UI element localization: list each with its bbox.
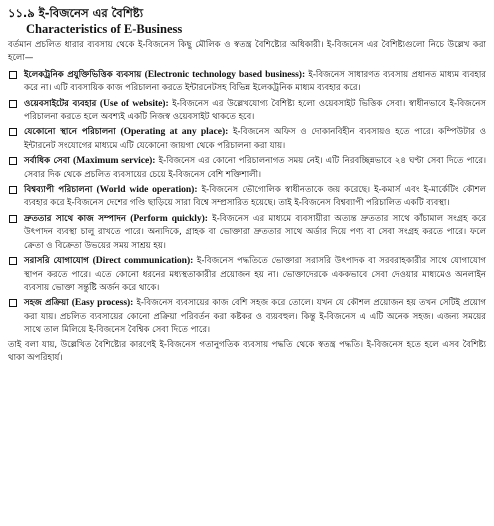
item-title: সরাসরি যোগাযোগ bbox=[24, 256, 89, 267]
item-text: ই-বিজনেস ভৌগোলিক স্বাধীনতাকে জয় করেছে। ই-কমার্স এবং ই-মার্কেটিং কৌশল ব্যবহার করে ই-বিজনেস দেশের গণ্ডি ছাড়িয়ে সারা বিশ্বে সম্প্রসারিত হয়েছে। তাই ই-বিজনেস বিশ্বব্যাপী পরিচালিত একটি ব্যবস্থা। bbox=[24, 185, 487, 209]
item-english-title: (Perform quickly): bbox=[130, 212, 208, 224]
square-bullet-icon bbox=[9, 157, 17, 165]
item-text: ই-বিজনেস পদ্ধতিতে ভোক্তারা সরাসরি উৎপাদক বা সরবরাহকারীর সাথে যোগাযোগ স্থাপন করতে পারে। এতে কোনো ধরনের মধ্যস্থতাকারীর প্রয়োজন হয় না। ভোক্তাদেরকে এককভাবে সেবা দেওয়ার মাধ্যমেও অনলাইন ব্যবসায় ভোক্তা সন্তুষ্টি অর্জন করে থাকে। bbox=[24, 256, 486, 293]
item-text: ই-বিজনেস সাধারণত ব্যবসায় প্রধানত মাধ্যম ব্যবহার করে না। এটি ব্যবসায়িক কাজ পরিচালনা করতে ইন্টারনেটসহ বিভিন্ন ইলেকট্রনিক মাধ্যম ব্যবহার করে। bbox=[24, 69, 486, 94]
item-english-title: (Direct communication): bbox=[92, 255, 194, 267]
list-item bbox=[8, 125, 486, 153]
item-title: সহজ প্রক্রিয়া bbox=[24, 298, 69, 309]
list-item bbox=[8, 183, 486, 211]
item-text: ই-বিজনেস এর কোনো পরিচালনাগত সময় নেই। এটি নিরবচ্ছিন্নভাবে ২৪ ঘণ্টা সেবা দিতে পারে। সেবার দিক থেকে প্রচলিত ব্যবসায়ের চেয়ে ই-বিজনেস বেশি শক্তিশালী। bbox=[24, 156, 487, 180]
square-bullet-icon bbox=[9, 128, 17, 136]
item-english-title: (Maximum service): bbox=[73, 155, 156, 167]
square-bullet-icon bbox=[9, 299, 17, 307]
list-item bbox=[8, 296, 486, 337]
item-title: যেকোনো স্থানে পরিচালনা bbox=[24, 127, 116, 138]
item-text: ই-বিজনেস এর উল্লেখযোগ্য বৈশিষ্ট্য হলো ওয়েবসাইট ভিত্তিক সেবা। স্বাধীনভাবে ই-বিজনেস পরিচালনা করতে হলে অবশ্যই একটি নিজস্ব ওয়েবসাইট থাকতে হবে। bbox=[24, 98, 486, 123]
item-english-title: (Operating at any place): bbox=[120, 126, 229, 138]
item-english-title: (Use of website): bbox=[99, 97, 169, 109]
square-bullet-icon bbox=[9, 186, 17, 194]
square-bullet-icon bbox=[9, 71, 17, 79]
characteristics-list bbox=[8, 68, 486, 338]
section-subheading: Characteristics of E-Business bbox=[26, 22, 183, 36]
item-title: সর্বাধিক সেবা bbox=[24, 156, 70, 167]
item-title: ইলেকট্রনিক প্রযুক্তিভিত্তিক ব্যবসায় bbox=[24, 69, 142, 80]
list-item bbox=[8, 212, 486, 253]
item-english-title: (World wide operation): bbox=[96, 184, 198, 196]
item-text: ই-বিজনেস ব্যবসায়ের কাজ বেশি সহজ করে তোলে। যখন যে কৌশল প্রয়োজন হয় তখন সেটিই প্রয়োগ করা যায়। প্রচলিত ব্যবসায়ের কোনো প্রক্রিয়া পরিবর্তন করা কষ্টকর ও ব্যয়বহুল। কিন্তু ই-বিজনেস এ এটি অনেক সহজ। এজন্য সময়ের সাথে তাল মিলিয়ে ই-বিজনেস বৈশ্বিক সেবা দিতে পারে। bbox=[24, 298, 486, 336]
item-title: ওয়েবসাইটের ব্যবহার bbox=[24, 98, 97, 109]
list-item bbox=[8, 68, 486, 96]
list-item bbox=[8, 154, 486, 182]
item-english-title: (Electronic technology based business): bbox=[144, 68, 306, 80]
intro-paragraph: বর্তমান প্রচলিত ধারার ব্যবসায় থেকে ই-বিজনেস কিছু মৌলিক ও স্বতন্ত্র বৈশিষ্ট্যের অধিকারী। ই-বিজনেস এর বৈশিষ্ট্যগুলো নিচে উল্লেখ করা হলো— bbox=[8, 40, 486, 64]
square-bullet-icon bbox=[9, 257, 17, 265]
list-item bbox=[8, 254, 486, 295]
item-title: বিশ্বব্যাপী পরিচালনা bbox=[24, 185, 93, 196]
item-text: ই-বিজনেস এর মাধ্যমে ব্যবসায়ীরা অত্যন্ত দ্রুততার সাথে কাঁচামাল সংগ্রহ করে উৎপাদন ব্যবস্থা চালু রাখতে পারে। অন্যদিকে, গ্রাহক বা ভোক্তারা দ্রুততার সাথে অর্ডার দিয়ে পণ্য বা সেবা সংগ্রহ করতে পারে। ফলে ক্রেতা ও বিক্রেতা উভয়ের সময় সাশ্রয় হয়। bbox=[24, 213, 487, 251]
square-bullet-icon bbox=[9, 215, 17, 223]
section-heading: ১১.৯ ই-বিজনেস এর বৈশিষ্ট্য bbox=[8, 6, 144, 20]
square-bullet-icon bbox=[9, 100, 17, 108]
list-item bbox=[8, 97, 486, 125]
item-title: দ্রুততার সাথে কাজ সম্পাদন bbox=[24, 213, 126, 224]
item-english-title: (Easy process): bbox=[71, 297, 134, 309]
closing-paragraph: তাই বলা যায়, উল্লেখিত বৈশিষ্ট্যের কারণেই ই-বিজনেস গতানুগতিক ব্যবসায় পদ্ধতি থেকে স্বতন্ত্র পদ্ধতি। ই-বিজনেস হতে হলে এসব বৈশিষ্ট্য থাকা অপরিহার্য। bbox=[8, 339, 486, 363]
item-text: ই-বিজনেস অফিস ও দোকানবিহীন ব্যবসায়ও হতে পারে। কম্পিউটার ও ইন্টারনেট সংযোগের মাধ্যমে এটি যেকোনো জায়গা থেকে পরিচালনা করা যায়। bbox=[24, 127, 487, 151]
